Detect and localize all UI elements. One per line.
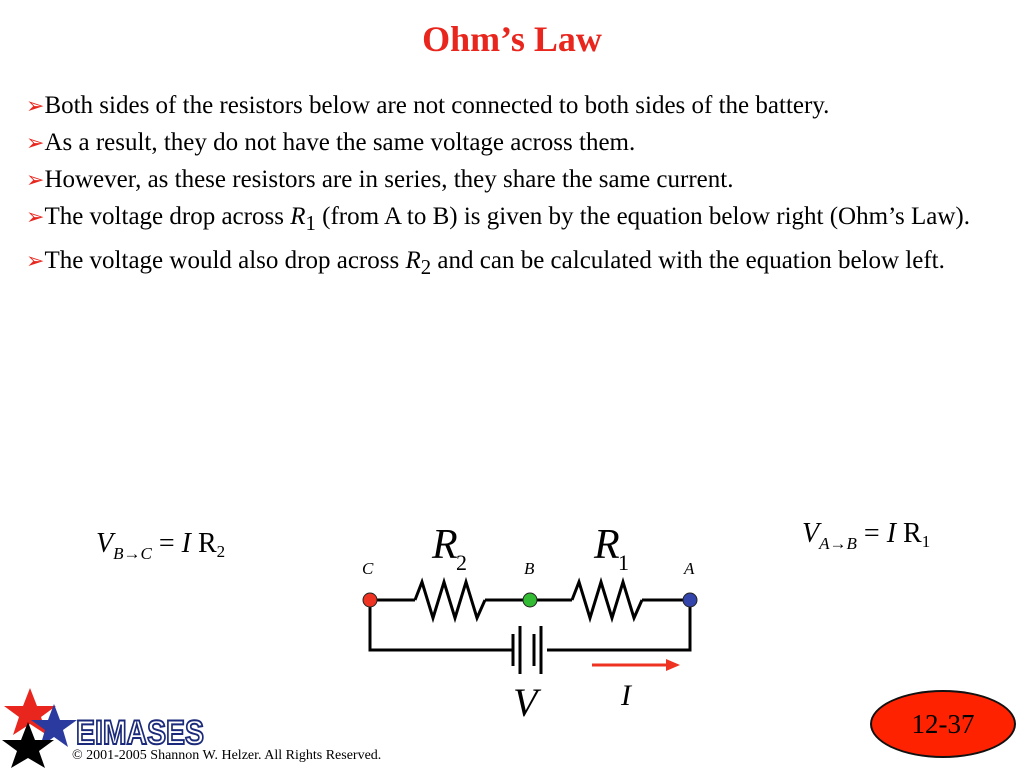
variable-subscript: 1 xyxy=(305,211,316,235)
r1-label: R xyxy=(594,522,620,568)
variable-subscript: 2 xyxy=(420,255,432,279)
r2-subscript: 2 xyxy=(456,550,467,575)
logo-text: EIMASES xyxy=(76,714,204,752)
bullet-list xyxy=(26,87,986,286)
arrow-bullet-icon: ➢ xyxy=(26,167,45,192)
variable-r: R xyxy=(290,203,306,230)
node-a-label: A xyxy=(684,559,695,578)
slide-title: Ohm’s Law xyxy=(422,19,602,59)
arrow-bullet-icon: ➢ xyxy=(26,248,45,273)
bullet-item: ➢The voltage would also drop across $R_2$ and can be calculated with the equation below left. xyxy=(26,247,945,279)
bullet-item: ➢As a result, they do not have the same voltage across them. xyxy=(26,129,636,156)
variable-r: R xyxy=(405,247,421,274)
arrow-bullet-icon: ➢ xyxy=(26,130,45,155)
node-a xyxy=(683,593,697,607)
slide-number: 12-37 xyxy=(911,708,975,739)
resistor-r2 xyxy=(415,582,485,618)
node-b-label: B xyxy=(524,559,535,578)
arrow-bullet-icon: ➢ xyxy=(26,204,45,229)
node-c xyxy=(363,593,377,607)
bullet-item: ➢The voltage drop across $R_1$ (from A to B) is given by the equation below right (Ohm’s Law). xyxy=(26,203,970,235)
node-c-label: C xyxy=(362,559,374,578)
current-label: I xyxy=(621,679,631,712)
current-arrow xyxy=(592,659,680,671)
wire-bottom-right xyxy=(547,600,690,650)
r2-label: R xyxy=(432,522,458,568)
arrow-bullet-icon: ➢ xyxy=(26,93,45,118)
equation-right: $V_{A\to B} = I$ R1 xyxy=(802,518,931,553)
battery-label: V xyxy=(513,680,538,725)
equation-left: $V_{B\to C} = I$ R2 xyxy=(96,528,226,563)
slide-number-badge xyxy=(870,690,1016,758)
node-b xyxy=(523,593,537,607)
resistor-r1 xyxy=(572,582,642,618)
copyright-notice: © 2001-2005 Shannon W. Helzer. All Rights Reserved. xyxy=(72,748,382,763)
circuit-diagram xyxy=(340,510,720,725)
r1-subscript: 1 xyxy=(618,550,629,575)
bullet-item: ➢Both sides of the resistors below are not connected to both sides of the battery. xyxy=(26,92,830,119)
battery-symbol xyxy=(513,626,541,674)
wire-bottom-left xyxy=(370,600,513,650)
bullet-item: ➢However, as these resistors are in series, they share the same current. xyxy=(26,166,734,193)
